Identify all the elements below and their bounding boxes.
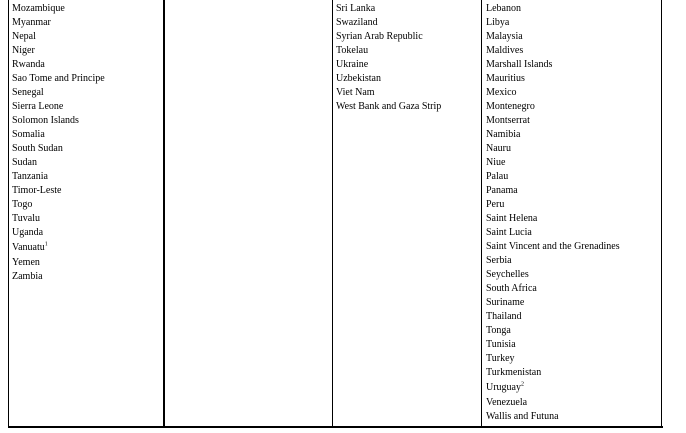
country-name: Malaysia	[486, 31, 523, 42]
country-entry	[486, 352, 661, 366]
country-entry	[486, 396, 661, 410]
country-entry	[486, 240, 661, 254]
country-entry	[486, 142, 661, 156]
country-entry	[486, 16, 661, 30]
country-name: Saint Vincent and the Grenadines	[486, 241, 620, 252]
country-entry	[12, 256, 163, 270]
country-entry	[486, 2, 661, 16]
country-entry	[336, 2, 481, 16]
country-name: South Africa	[486, 283, 537, 294]
country-entry	[12, 240, 163, 256]
country-entry	[486, 100, 661, 114]
country-entry	[12, 114, 163, 128]
country-name: Palau	[486, 171, 509, 182]
country-entry	[486, 114, 661, 128]
country-name: Somalia	[12, 129, 45, 140]
country-name: Vanuatu	[12, 242, 45, 253]
country-name: Zambia	[12, 271, 43, 282]
country-entry	[486, 254, 661, 268]
country-entry	[12, 44, 163, 58]
country-name: Timor-Leste	[12, 185, 62, 196]
country-entry	[486, 226, 661, 240]
country-column-3	[332, 0, 481, 427]
country-entry	[336, 44, 481, 58]
country-entry	[486, 268, 661, 282]
country-entry	[12, 100, 163, 114]
country-name: Solomon Islands	[12, 115, 79, 126]
country-name: Syrian Arab Republic	[336, 31, 423, 42]
country-entry	[486, 170, 661, 184]
country-entry	[486, 184, 661, 198]
country-name: Sudan	[12, 157, 37, 168]
footnote-marker: 1	[44, 241, 48, 248]
country-name: Uganda	[12, 227, 44, 238]
country-name: Saint Lucia	[486, 227, 532, 238]
table-bottom-rule	[8, 426, 663, 428]
country-entry	[336, 100, 481, 114]
country-entry	[486, 72, 661, 86]
country-name: Libya	[486, 17, 510, 28]
country-entry	[12, 184, 163, 198]
country-column-1	[8, 0, 163, 427]
country-name: Niue	[486, 157, 506, 168]
country-name: Mozambique	[12, 3, 65, 14]
country-entry	[486, 212, 661, 226]
country-name: Swaziland	[336, 17, 378, 28]
country-entry	[486, 310, 661, 324]
country-name: Wallis and Futuna	[486, 411, 559, 422]
country-entry	[12, 2, 163, 16]
country-entry	[486, 198, 661, 212]
country-entry	[486, 58, 661, 72]
country-name: Uzbekistan	[336, 73, 381, 84]
country-name: Tanzania	[12, 171, 48, 182]
country-entry	[486, 324, 661, 338]
country-name: Nauru	[486, 143, 511, 154]
country-name: Mexico	[486, 87, 517, 98]
country-entry	[486, 296, 661, 310]
country-name: South Sudan	[12, 143, 63, 154]
country-entry	[12, 270, 163, 284]
country-name: Saint Helena	[486, 213, 538, 224]
country-name: Tokelau	[336, 45, 369, 56]
country-entry	[12, 128, 163, 142]
country-name: Tunisia	[486, 339, 516, 350]
country-entry	[486, 380, 661, 396]
country-name: West Bank and Gaza Strip	[336, 101, 442, 112]
country-entry	[486, 410, 661, 424]
country-name: Marshall Islands	[486, 59, 553, 70]
country-entry	[486, 30, 661, 44]
country-entry	[12, 58, 163, 72]
country-name: Seychelles	[486, 269, 529, 280]
country-entry	[486, 156, 661, 170]
country-entry	[12, 16, 163, 30]
country-name: Montserrat	[486, 115, 530, 126]
country-name: Mauritius	[486, 73, 525, 84]
footnote-marker: 2	[521, 381, 524, 388]
country-entry	[336, 72, 481, 86]
country-entry	[12, 142, 163, 156]
country-name: Peru	[486, 199, 505, 210]
country-name: Montenegro	[486, 101, 535, 112]
country-name: Niger	[12, 45, 35, 56]
country-name: Turkey	[486, 353, 515, 364]
country-column-2	[163, 0, 332, 427]
country-column-4	[481, 0, 662, 427]
country-entry	[336, 30, 481, 44]
country-entry	[12, 226, 163, 240]
country-entry	[12, 170, 163, 184]
country-entry	[486, 282, 661, 296]
country-entry	[12, 156, 163, 170]
country-entry	[12, 86, 163, 100]
country-entry	[486, 128, 661, 142]
country-entry	[486, 44, 661, 58]
country-name: Turkmenistan	[486, 367, 542, 378]
country-entry	[486, 366, 661, 380]
country-name: Ukraine	[336, 59, 369, 70]
country-name: Yemen	[12, 257, 40, 268]
country-name: Panama	[486, 185, 518, 196]
country-entry	[336, 16, 481, 30]
country-entry	[12, 30, 163, 44]
country-name: Serbia	[486, 255, 512, 266]
country-entry	[12, 198, 163, 212]
country-name: Rwanda	[12, 59, 45, 70]
country-name: Sao Tome and Principe	[12, 73, 105, 84]
country-name: Togo	[12, 199, 33, 210]
country-name: Sierra Leone	[12, 101, 64, 112]
country-entry	[12, 72, 163, 86]
country-name: Thailand	[486, 311, 522, 322]
country-name: Nepal	[12, 31, 36, 42]
country-name: Senegal	[12, 87, 44, 98]
country-name: Tuvalu	[12, 213, 40, 224]
country-entry	[336, 58, 481, 72]
country-entry	[336, 86, 481, 100]
country-name: Myanmar	[12, 17, 51, 28]
country-name: Venezuela	[486, 397, 528, 408]
country-name: Maldives	[486, 45, 524, 56]
country-entry	[12, 212, 163, 226]
country-name: Uruguay	[486, 382, 521, 393]
country-entry	[486, 338, 661, 352]
country-name: Lebanon	[486, 3, 521, 14]
country-name: Suriname	[486, 297, 525, 308]
country-name: Tonga	[486, 325, 511, 336]
country-name: Viet Nam	[336, 87, 375, 98]
country-name: Namibia	[486, 129, 521, 140]
country-entry	[486, 86, 661, 100]
country-name: Sri Lanka	[336, 3, 376, 14]
